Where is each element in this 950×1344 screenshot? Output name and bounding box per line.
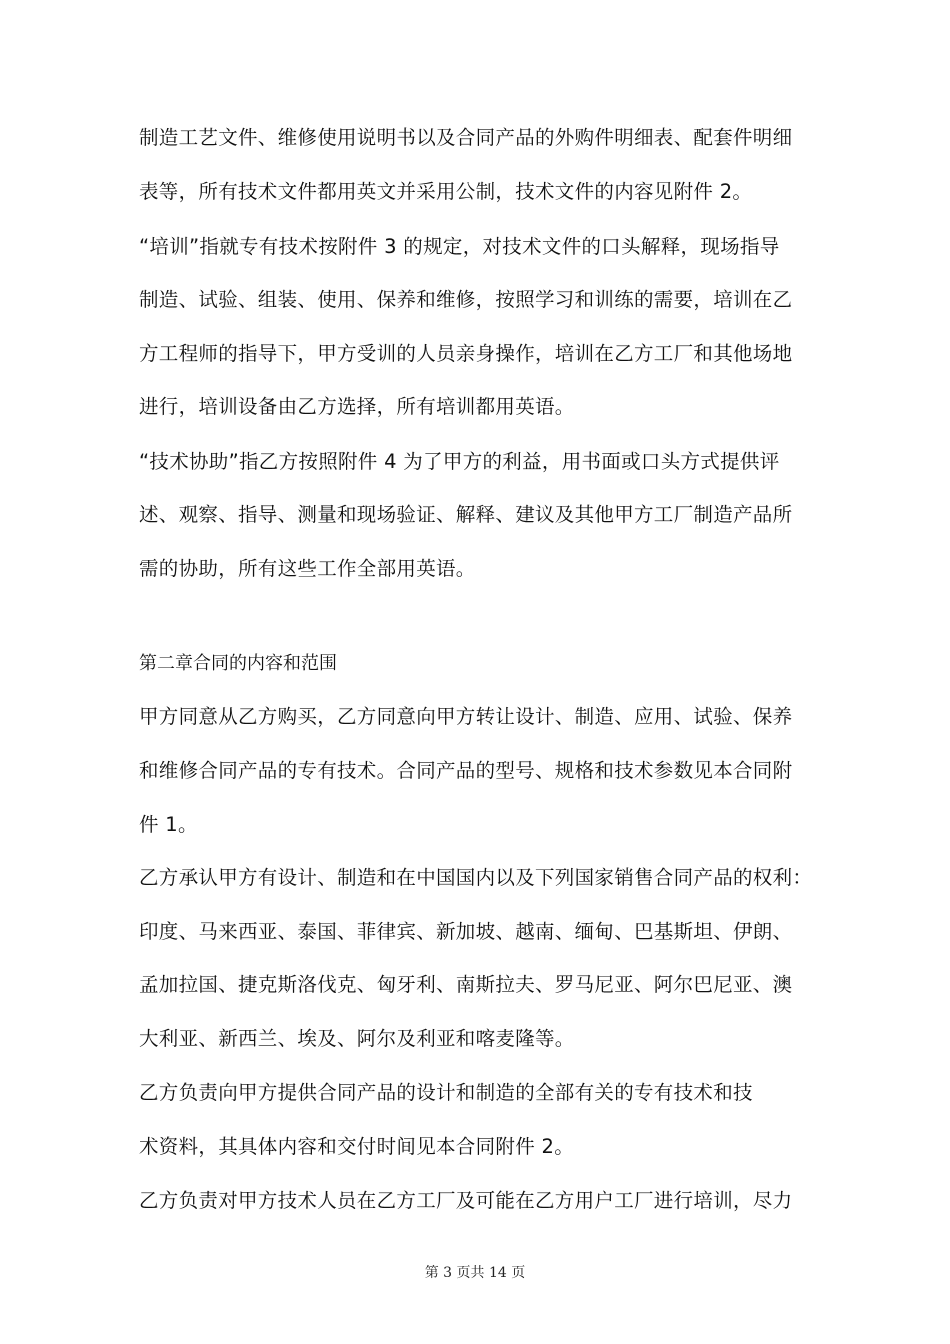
body-line: 乙方负责向甲方提供合同产品的设计和制造的全部有关的专有技术和技 bbox=[139, 1081, 753, 1104]
body-line: 件 1。 bbox=[139, 813, 198, 836]
body-line: 乙方负责对甲方技术人员在乙方工厂及可能在乙方用户工厂进行培训，尽力 bbox=[139, 1189, 793, 1212]
body-line: 术资料，其具体内容和交付时间见本合同附件 2。 bbox=[139, 1135, 575, 1158]
body-line: “培训”指就专有技术按附件 3 的规定，对技术文件的口头解释，现场指导 bbox=[139, 235, 780, 258]
body-line: 表等，所有技术文件都用英文并采用公制，技术文件的内容见附件 2。 bbox=[139, 180, 753, 203]
body-line: 述、观察、指导、测量和现场验证、解释、建议及其他甲方工厂制造产品所 bbox=[139, 503, 793, 526]
chapter-heading: 第二章合同的内容和范围 bbox=[139, 653, 337, 674]
body-line: 甲方同意从乙方购买，乙方同意向甲方转让设计、制造、应用、试验、保养 bbox=[139, 705, 793, 728]
body-line: “技术协助”指乙方按照附件 4 为了甲方的利益，用书面或口头方式提供评 bbox=[139, 450, 780, 473]
page-number: 第 3 页共 14 页 bbox=[424, 1265, 526, 1281]
body-line: 制造工艺文件、维修使用说明书以及合同产品的外购件明细表、配套件明细 bbox=[139, 126, 793, 149]
body-line: 需的协助，所有这些工作全部用英语。 bbox=[139, 557, 476, 580]
body-line: 和维修合同产品的专有技术。合同产品的型号、规格和技术参数见本合同附 bbox=[139, 759, 793, 782]
body-line: 进行，培训设备由乙方选择，所有培训都用英语。 bbox=[139, 395, 575, 418]
body-line: 制造、试验、组装、使用、保养和维修，按照学习和训练的需要，培训在乙 bbox=[139, 288, 793, 311]
body-line: 印度、马来西亚、泰国、菲律宾、新加坡、越南、缅甸、巴基斯坦、伊朗、 bbox=[139, 920, 793, 943]
body-line: 大利亚、新西兰、埃及、阿尔及利亚和喀麦隆等。 bbox=[139, 1027, 575, 1050]
body-line: 方工程师的指导下，甲方受训的人员亲身操作，培训在乙方工厂和其他场地 bbox=[139, 342, 793, 365]
body-line: 孟加拉国、捷克斯洛伐克、匈牙利、南斯拉夫、罗马尼亚、阿尔巴尼亚、澳 bbox=[139, 973, 793, 996]
body-line: 乙方承认甲方有设计、制造和在中国国内以及下列国家销售合同产品的权利： bbox=[139, 866, 813, 889]
